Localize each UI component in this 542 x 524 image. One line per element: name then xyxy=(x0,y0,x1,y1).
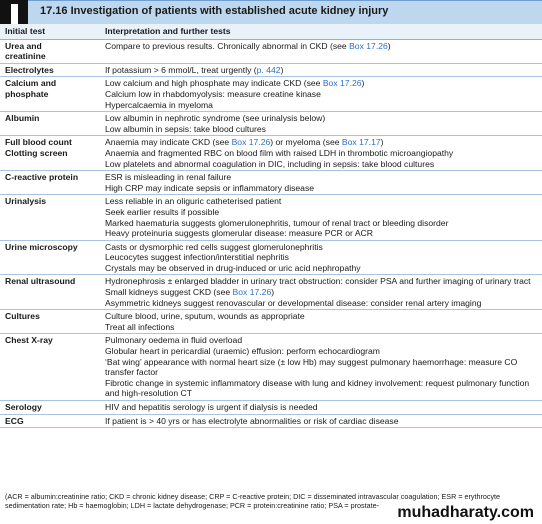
interpretation-line xyxy=(105,218,539,229)
row-interpretation xyxy=(100,275,542,310)
interpretation-text: Crystals may be observed in drug-induced or uric acid nephropathy xyxy=(105,262,361,273)
interpretation-line xyxy=(105,263,539,274)
interpretation-line xyxy=(105,124,539,135)
test-name-line: creatinine xyxy=(5,51,46,62)
interpretation-text: HIV and hepatitis serology is urgent if dialysis is needed xyxy=(105,402,318,412)
row-test-name xyxy=(0,414,100,428)
interpretation-text: Hydronephrosis ± enlarged bladder in urinary tract obstruction: consider PSA and further imaging of urinary tract xyxy=(105,276,531,287)
row-interpretation xyxy=(100,112,542,136)
interpretation-line xyxy=(105,357,539,368)
row-test-name xyxy=(0,112,100,136)
row-interpretation xyxy=(100,171,542,195)
interpretation-line xyxy=(105,378,539,389)
table-row xyxy=(0,240,542,275)
row-test-name xyxy=(0,77,100,112)
interpretation-text: Small kidneys suggest CKD (see xyxy=(105,287,233,298)
interpretation-text: Fibrotic change in systemic inflammatory disease with lung and kidney involvement: request pulmonary function xyxy=(105,377,530,388)
row-test-name xyxy=(0,63,100,77)
interpretation-line xyxy=(105,41,539,52)
box-reference-link[interactable]: Box 17.26 xyxy=(349,40,388,51)
table-row xyxy=(0,414,542,428)
interpretation-line xyxy=(105,89,539,100)
interpretation-text: Heavy proteinuria suggests glomerular disease: measure PCR or ACR xyxy=(105,228,373,239)
row-test-name xyxy=(0,334,100,401)
box-reference-link[interactable]: Box 17.26 xyxy=(232,287,272,298)
interpretation-line xyxy=(105,252,539,263)
test-name-line: C-reactive protein xyxy=(5,172,79,183)
box-reference-link[interactable]: Box 17.26 xyxy=(322,78,362,89)
interpretation-line xyxy=(105,367,539,378)
row-test-name xyxy=(0,310,100,334)
row-interpretation xyxy=(100,240,542,275)
interpretation-line xyxy=(105,183,539,194)
interpretation-line xyxy=(105,346,539,357)
table-row xyxy=(0,77,542,112)
interpretation-text: Globular heart in pericardial (uraemic) effusion: perform echocardiogram xyxy=(105,346,380,357)
interpretation-text: Low albumin in nephrotic syndrome (see urinalysis below) xyxy=(105,113,326,124)
test-name-line: Urea and xyxy=(5,40,42,51)
table-row xyxy=(0,275,542,310)
site-watermark: muhadharaty.com xyxy=(397,504,534,521)
table-row xyxy=(0,401,542,415)
interpretation-line xyxy=(105,137,539,148)
interpretation-line xyxy=(105,65,539,76)
interpretation-line xyxy=(105,100,539,111)
interpretation-text: ‘Bat wing’ appearance with normal heart size (± low Hb) may suggest pulmonary haemorrhage: measure CO xyxy=(105,356,518,367)
interpretation-text: ) xyxy=(380,137,384,148)
interpretation-text: Leucocytes suggest infection/interstitial nephritis xyxy=(105,252,289,263)
interpretation-line xyxy=(105,113,539,124)
box-reference-link[interactable]: Box 17.26 xyxy=(231,137,271,148)
interpretation-line xyxy=(105,159,539,170)
test-name-line: Clotting screen xyxy=(5,147,68,158)
table-row xyxy=(0,136,542,171)
row-interpretation xyxy=(100,39,542,63)
interpretation-line xyxy=(105,207,539,218)
table-body xyxy=(0,39,542,428)
interpretation-line xyxy=(105,402,539,413)
interpretation-line xyxy=(105,78,539,89)
interpretation-line xyxy=(105,172,539,183)
interpretation-text: Asymmetric kidneys suggest renovascular or developmental disease: consider renal artery imaging xyxy=(105,297,482,308)
investigation-table xyxy=(0,24,542,428)
test-name-line: Urinalysis xyxy=(5,196,47,207)
interpretation-line xyxy=(105,388,539,399)
interpretation-line xyxy=(105,298,539,309)
test-name-line: ECG xyxy=(5,415,24,426)
box-title: 17.16 Investigation of patients with established acute kidney injury xyxy=(40,5,389,17)
interpretation-line xyxy=(105,335,539,346)
interpretation-text: Casts or dysmorphic red cells suggest glomerulonephritis xyxy=(105,241,323,252)
table-row xyxy=(0,63,542,77)
test-name-line: Full blood count xyxy=(5,137,72,148)
row-test-name xyxy=(0,39,100,63)
interpretation-line xyxy=(105,276,539,287)
test-name-line: phosphate xyxy=(5,88,49,99)
box-title-banner xyxy=(0,0,542,25)
row-interpretation xyxy=(100,334,542,401)
table-row xyxy=(0,195,542,240)
interpretation-text: Pulmonary oedema in fluid overload xyxy=(105,335,243,346)
investigation-table-wrapper xyxy=(0,24,542,428)
interpretation-text: If patient is > 40 yrs or has electrolyte abnormalities or risk of cardiac disease xyxy=(105,415,399,426)
interpretation-text: Marked haematuria suggests glomerulonephritis, tumour of renal tract or bleeding disorder xyxy=(105,217,449,228)
test-name-line: Urine microscopy xyxy=(5,241,78,252)
interpretation-text: Seek earlier results if possible xyxy=(105,206,220,217)
row-interpretation xyxy=(100,136,542,171)
interpretation-line xyxy=(105,242,539,253)
interpretation-text: If potassium > 6 mmol/L, treat urgently ( xyxy=(105,64,257,75)
interpretation-line xyxy=(105,196,539,207)
interpretation-line xyxy=(105,228,539,239)
box-reference-link[interactable]: Box 17.17 xyxy=(341,137,381,148)
table-header-row xyxy=(0,24,542,39)
interpretation-text: and high-resolution CT xyxy=(105,388,192,399)
interpretation-text: ) or myeloma (see xyxy=(270,137,342,148)
interpretation-line xyxy=(105,287,539,298)
test-name-line: Albumin xyxy=(5,113,40,124)
table-row xyxy=(0,112,542,136)
interpretation-line xyxy=(105,311,539,322)
header-interpretation: Interpretation and further tests xyxy=(100,24,542,39)
interpretation-text: High CRP may indicate sepsis or inflammatory disease xyxy=(105,182,315,193)
interpretation-text: Low platelets and abnormal coagulation in DIC, including in sepsis: take blood cultures xyxy=(105,158,435,169)
table-row xyxy=(0,334,542,401)
interpretation-text: ) xyxy=(387,40,391,51)
interpretation-text: Culture blood, urine, sputum, wounds as appropriate xyxy=(105,311,305,322)
table-row xyxy=(0,171,542,195)
interpretation-text: Anaemia and fragmented RBC on blood film with raised LDH in thrombotic microangiopathy xyxy=(105,147,454,158)
interpretation-text: Hypercalcaemia in myeloma xyxy=(105,99,213,110)
interpretation-line xyxy=(105,322,539,333)
row-interpretation xyxy=(100,77,542,112)
interpretation-text: Less reliable in an oliguric catheterised patient xyxy=(105,196,282,207)
interpretation-text: Low albumin in sepsis: take blood cultures xyxy=(105,123,266,134)
interpretation-text: ) xyxy=(361,78,365,89)
footnote-line: (ACR = albumin:creatinine ratio; CKD = chronic kidney disease; CRP = C-reactive protein; DIC = disseminated intravascular coagulation; ESR = erythrocyte xyxy=(5,492,501,501)
row-interpretation xyxy=(100,195,542,240)
row-test-name xyxy=(0,240,100,275)
interpretation-text: ) xyxy=(280,64,284,75)
interpretation-line xyxy=(105,148,539,159)
test-name-line: Renal ultrasound xyxy=(5,276,76,287)
test-name-line: Serology xyxy=(5,402,42,412)
interpretation-text: Anaemia may indicate CKD (see xyxy=(105,137,232,148)
row-interpretation xyxy=(100,63,542,77)
row-interpretation xyxy=(100,310,542,334)
box-reference-link[interactable]: p. 442 xyxy=(256,64,281,75)
footnote-line: sedimentation rate; Hb = haemoglobin; LDH = lactate dehydrogenase; PCR = protein:creatinine ratio; PSA = prostate- xyxy=(5,501,379,511)
interpretation-text: Treat all infections xyxy=(105,321,175,332)
row-test-name xyxy=(0,275,100,310)
row-test-name xyxy=(0,171,100,195)
table-row xyxy=(0,310,542,334)
test-name-line: Electrolytes xyxy=(5,64,54,75)
row-test-name xyxy=(0,195,100,240)
row-interpretation xyxy=(100,414,542,428)
interpretation-text: Calcium low in rhabdomyolysis: measure creatine kinase xyxy=(105,88,321,99)
interpretation-text: ESR is misleading in renal failure xyxy=(105,172,232,183)
book-logo-icon xyxy=(0,0,28,26)
header-initial-test: Initial test xyxy=(0,24,100,39)
interpretation-text: Low calcium and high phosphate may indicate CKD (see xyxy=(105,78,323,89)
test-name-line: Chest X-ray xyxy=(5,335,53,346)
table-row xyxy=(0,39,542,63)
interpretation-text: ) xyxy=(271,287,275,298)
interpretation-text: transfer factor xyxy=(105,367,159,378)
interpretation-text: Compare to previous results. Chronically abnormal in CKD (see xyxy=(105,40,350,51)
row-test-name xyxy=(0,136,100,171)
interpretation-line xyxy=(105,416,539,427)
test-name-line: Cultures xyxy=(5,311,40,322)
test-name-line: Calcium and xyxy=(5,78,57,89)
row-interpretation xyxy=(100,401,542,415)
row-test-name xyxy=(0,401,100,415)
